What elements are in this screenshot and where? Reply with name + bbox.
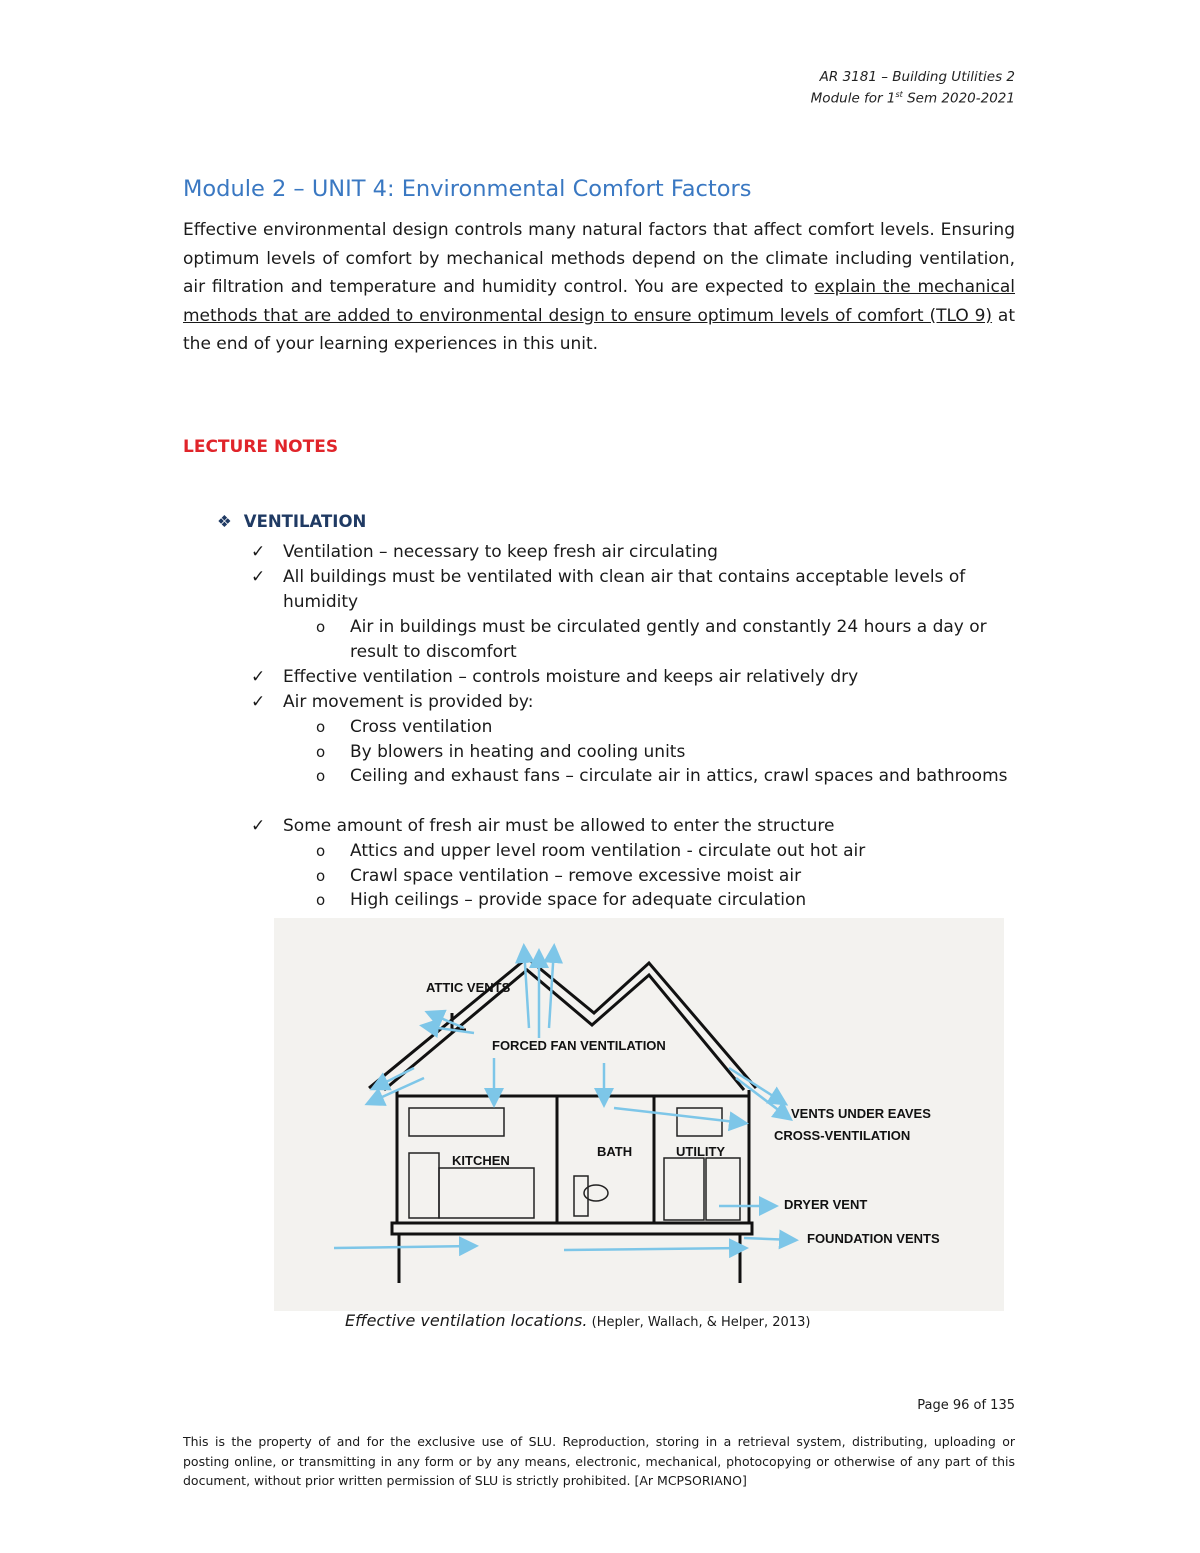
- sub-list-item: o Crawl space ventilation – remove excessive moist air: [316, 864, 1016, 889]
- sub-list-item: o Attics and upper level room ventilation - circulate out hot air: [316, 839, 1016, 864]
- list-item: ✓ Effective ventilation – controls moisture and keeps air relatively dry: [251, 665, 1011, 690]
- copyright-footer: This is the property of and for the exclusive use of SLU. Reproduction, storing in a retrieval system, distributing, uploading or posting online, or transmitting in any form or by any means, electronic, mechanical, photocopying or otherwise of any part of this document, without prior written permission of SLU is strictly prohibited. [Ar MCPSORIANO]: [183, 1434, 1015, 1488]
- learning-outcome: explain the mechanical methods that are added to environmental design to ensure optimum levels of comfort (TLO 9): [183, 277, 1015, 326]
- caption-reference: (Hepler, Wallach, & Helper, 2013): [587, 1315, 811, 1330]
- label-dryer-vent: DRYER VENT: [784, 1197, 868, 1212]
- house-ventilation-diagram: [274, 918, 1004, 1311]
- circle-bullet-icon: o: [316, 743, 326, 761]
- sub-list-item: o Air in buildings must be circulated gently and constantly 24 hours a day or result to discomfort: [316, 617, 987, 662]
- check-icon: ✓: [251, 567, 266, 587]
- circle-bullet-icon: o: [316, 842, 326, 860]
- ventilation-figure: [274, 918, 1004, 1311]
- check-icon: ✓: [251, 692, 266, 712]
- circle-bullet-icon: o: [316, 618, 326, 636]
- sub-list-item: o Cross ventilation: [316, 715, 1016, 740]
- label-vents-eaves: VENTS UNDER EAVES: [791, 1106, 931, 1121]
- intro-paragraph: Effective environmental design controls many natural factors that affect comfort levels. Ensuring optimum levels of comfort by mechanical methods depend on the climate including ventilation, air filtration and temperature and humidity control. You are expected to explain the mechanical methods that are added to environmental design to ensure optimum levels of comfort (TLO 9) at the end of your learning experiences in this unit.: [183, 220, 1015, 355]
- floor: [392, 1223, 752, 1234]
- check-icon: ✓: [251, 816, 266, 836]
- check-icon: ✓: [251, 542, 266, 562]
- list-item: ✓ Ventilation – necessary to keep fresh air circulating: [251, 540, 1011, 565]
- circle-bullet-icon: o: [316, 718, 326, 736]
- module-term: Module for 1st Sem 2020-2021: [810, 90, 1015, 107]
- circle-bullet-icon: o: [316, 891, 326, 909]
- sub-list-item: o Ceiling and exhaust fans – circulate air in attics, crawl spaces and bathrooms: [316, 764, 1016, 789]
- diamond-bullet-icon: ❖: [217, 512, 232, 531]
- sub-list-item: o High ceilings – provide space for adequate circulation: [316, 888, 1016, 913]
- label-bath: BATH: [597, 1144, 633, 1159]
- course-code: AR 3181 – Building Utilities 2: [819, 69, 1015, 85]
- check-icon: ✓: [251, 667, 266, 687]
- label-attic-vents: ATTIC VENTS: [426, 980, 511, 995]
- circle-bullet-icon: o: [316, 867, 326, 885]
- roof-outline: [369, 958, 756, 1088]
- label-utility: UTILITY: [676, 1144, 726, 1159]
- document-header: [811, 68, 1015, 108]
- sub-list-item: o By blowers in heating and cooling units: [316, 740, 1016, 765]
- list-item: ✓ Some amount of fresh air must be allowed to enter the structure: [251, 814, 1011, 839]
- page-number: Page 96 of 135: [917, 1398, 1015, 1413]
- label-forced-fan: FORCED FAN VENTILATION: [492, 1038, 666, 1053]
- ventilation-heading: ❖ VENTILATION: [217, 512, 367, 531]
- lecture-notes-heading: LECTURE NOTES: [183, 437, 339, 457]
- list-item: ✓ Air movement is provided by:: [251, 690, 1011, 715]
- label-kitchen: KITCHEN: [452, 1153, 510, 1168]
- list-item: ✓ All buildings must be ventilated with clean air that contains acceptable levels of humidity: [251, 567, 966, 612]
- label-cross-ventilation: CROSS-VENTILATION: [774, 1128, 911, 1143]
- circle-bullet-icon: o: [316, 767, 326, 785]
- label-foundation-vents: FOUNDATION VENTS: [807, 1231, 940, 1246]
- figure-caption: Effective ventilation locations. (Hepler, Wallach, & Helper, 2013): [345, 1311, 811, 1330]
- page-title: Module 2 – UNIT 4: Environmental Comfort Factors: [183, 176, 752, 202]
